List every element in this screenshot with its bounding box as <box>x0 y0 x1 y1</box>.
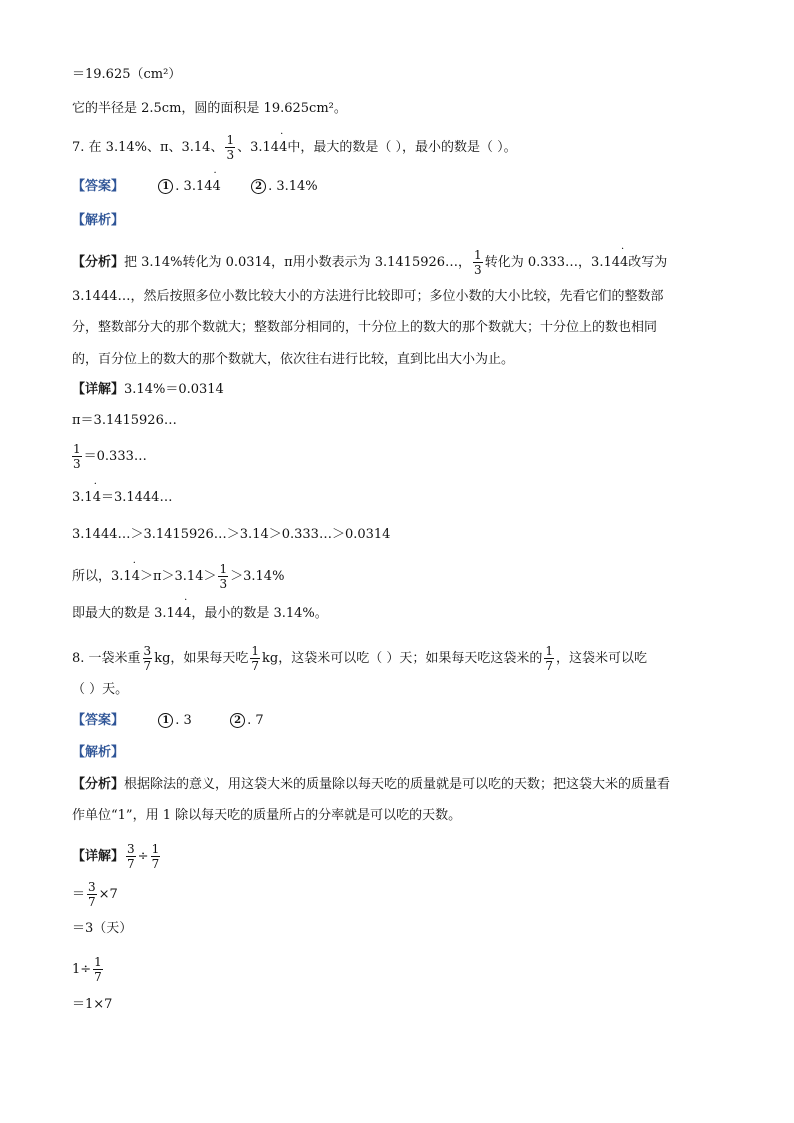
q7-fenxi-line4: 的，百分位上的数大的那个数就大，依次往右进行比较，直到比出大小为止。 <box>72 352 515 367</box>
q8-analysis-tag: 【解析】 <box>72 745 125 760</box>
q7-xiangjie-repeating: 3.1 · 4＝3.1444… <box>72 479 173 505</box>
q7-answer-2: . 3.14% <box>268 179 318 194</box>
q8-answer: 【答案】 1 . 3 2 . 7 <box>72 713 264 728</box>
q7-fenxi-line2: 3.1444…，然后按照多位小数比较大小的方法进行比较即可；多位小数的大小比较，先看它们的整数部 <box>72 289 664 304</box>
q7-prefix: 7. 在 3.14%、π、3.14、 <box>72 140 224 155</box>
q7-xiangjie-so: 所以，3.1 · 4＞π＞3.14＞ $\frac{1}{3}$ ＞3.14% <box>72 558 285 591</box>
question-8-line2: （ ）天。 <box>72 682 129 697</box>
q7-xiangjie-third: $\frac{1}{3}$ ＝0.333… <box>73 442 147 471</box>
question-8: 8. 一袋米重 $\frac{3}{7}$ kg，如果每天吃 $\frac{1}{7}$ kg，这袋米可以吃（ ）天；如果每天吃这袋米的 $\frac{1}{7}$ ，这袋米可以吃 <box>72 644 648 673</box>
q7-fenxi-line1: 【分析】把 3.14%转化为 0.0314，π用小数表示为 3.1415926…， $\frac{1}{3}$ 转化为 0.333…，3.14 · 4改写为 <box>72 244 668 277</box>
q8-xiangjie-line1: 【详解】 $\frac{3}{7}$ ÷ $\frac{1}{7}$ <box>72 842 160 871</box>
q8-xiangjie-line3: ＝3（天） <box>72 921 133 936</box>
q7-xiangjie-conclusion: 即最大的数是 3.14 · 4，最小的数是 3.14%。 <box>72 595 328 621</box>
q8-xiangjie-line2: ＝ $\frac{3}{7}$ ×7 <box>72 880 118 909</box>
answer-tag: 【答案】 <box>72 179 125 194</box>
q7-answer <box>72 168 318 196</box>
circle-number-1-icon: 1 <box>158 713 173 728</box>
q7-answer-1: . 3.14 <box>175 179 213 194</box>
area-conclusion-line: 它的半径是 2.5cm，圆的面积是 19.625cm²。 <box>72 101 347 116</box>
circle-number-2-icon: 2 <box>230 713 245 728</box>
q7-mid: 、3.14 <box>237 140 280 155</box>
q7-fenxi-line3: 分，整数部分大的那个数就大；整数部分相同的，十分位上的数大的那个数就大；十分位上的数也相同 <box>72 320 658 335</box>
q8-fenxi-line1: 【分析】根据除法的意义，用这袋大米的质量除以每天吃的质量就是可以吃的天数；把这袋大米的质量看 <box>72 777 671 792</box>
q7-xiangjie-compare: 3.1444…＞3.1415926…＞3.14＞0.333…＞0.0314 <box>72 527 391 542</box>
q8-xiangjie-line4: 1÷ $\frac{1}{7}$ <box>72 955 102 984</box>
q7-suffix: 中，最大的数是（ ），最小的数是（ ）。 <box>287 140 517 155</box>
q7-analysis-tag: 【解析】 <box>72 213 125 228</box>
q7-xiangjie-line1: 【详解】3.14%＝0.0314 <box>72 382 224 397</box>
fraction-one-third: $\frac{1}{3}$ <box>474 248 482 277</box>
repeating-digit: · 4 <box>279 129 288 155</box>
q8-xiangjie-line5: ＝1×7 <box>72 997 113 1012</box>
area-result-line: ＝19.625（cm²） <box>72 67 182 82</box>
circle-number-1-icon: 1 <box>158 179 173 194</box>
circle-number-2-icon: 2 <box>251 179 266 194</box>
repeating-digit: · 4 <box>212 168 221 194</box>
fraction-one-third: $\frac{1}{3}$ <box>226 133 235 162</box>
question-7 <box>72 129 517 162</box>
q7-xiangjie-pi: π＝3.1415926… <box>72 413 177 428</box>
q8-fenxi-line2: 作单位“1”，用 1 除以每天吃的质量所占的分率就是可以吃的天数。 <box>72 808 462 823</box>
